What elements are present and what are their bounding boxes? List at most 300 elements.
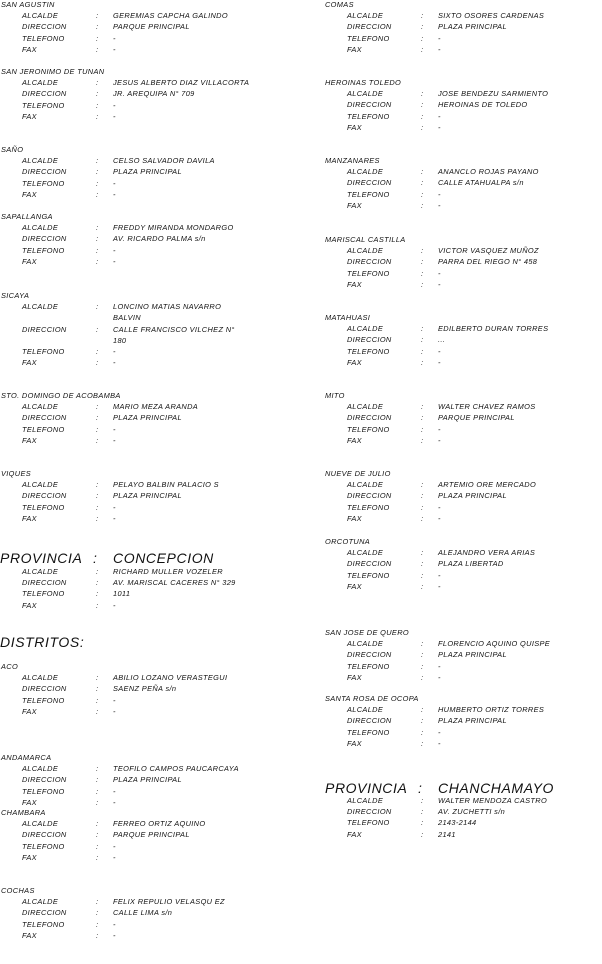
fax-value: - <box>113 435 116 445</box>
fax-label: FAX <box>22 852 37 862</box>
mayor-label: ALCALDE <box>22 480 59 490</box>
separator: : <box>421 502 424 512</box>
address-value-cont: 180 <box>113 335 127 345</box>
separator: : <box>96 78 99 88</box>
separator: : <box>421 335 424 345</box>
separator: : <box>421 279 424 289</box>
address-value: HEROINAS DE TOLEDO <box>438 100 528 110</box>
district-name: SICAYA <box>1 291 30 300</box>
address-label: DIRECCION <box>22 775 67 785</box>
mayor-value: FLORENCIO AQUINO QUISPE <box>438 639 551 649</box>
mayor-value: ANANCLO ROJAS PAYANO <box>438 167 539 177</box>
separator: : <box>96 502 99 512</box>
phone-label: TELEFONO <box>347 33 390 43</box>
district-name: SAN JOSE DE QUERO <box>325 628 409 637</box>
mayor-label: ALCALDE <box>22 819 59 829</box>
separator: : <box>96 89 99 99</box>
phone-label: TELEFONO <box>347 111 390 121</box>
address-label: DIRECCION <box>22 830 67 840</box>
separator: : <box>96 841 99 851</box>
address-value: CALLE LIMA s/n <box>113 908 173 918</box>
fax-value: - <box>113 852 116 862</box>
mayor-value: FREDDY MIRANDA MONDARGO <box>113 223 234 233</box>
mayor-label: ALCALDE <box>347 11 384 21</box>
phone-label: TELEFONO <box>347 268 390 278</box>
separator: : <box>96 480 99 490</box>
fax-value: - <box>438 279 441 289</box>
separator: : <box>96 908 99 918</box>
separator: : <box>96 156 99 166</box>
phone-value: - <box>113 33 116 43</box>
separator: : <box>421 346 424 356</box>
separator: : <box>96 513 99 523</box>
phone-value: - <box>113 841 116 851</box>
separator: : <box>421 807 424 817</box>
separator: : <box>96 256 99 266</box>
separator: : <box>421 44 424 54</box>
phone-value: - <box>113 695 116 705</box>
separator: : <box>421 639 424 649</box>
separator: : <box>96 413 99 423</box>
separator: : <box>421 167 424 177</box>
mayor-value: FELIX REPULIO VELASQU EZ <box>113 897 225 907</box>
separator: : <box>96 706 99 716</box>
fax-value: 2141 <box>438 829 456 839</box>
mayor-label: ALCALDE <box>347 705 384 715</box>
fax-label: FAX <box>22 930 37 940</box>
separator: : <box>421 268 424 278</box>
mayor-value: ABILIO LOZANO VERASTEGUI <box>113 673 228 683</box>
fax-value: - <box>438 44 441 54</box>
fax-label: FAX <box>347 200 362 210</box>
mayor-value: ALEJANDRO VERA ARIAS <box>438 548 536 558</box>
address-label: DIRECCION <box>22 908 67 918</box>
phone-label: TELEFONO <box>347 727 390 737</box>
separator: : <box>421 661 424 671</box>
phone-value: - <box>113 424 116 434</box>
separator: : <box>421 480 424 490</box>
mayor-value: SIXTO OSORES CARDENAS <box>438 11 545 21</box>
separator: : <box>96 852 99 862</box>
phone-value: - <box>113 347 116 356</box>
address-value: CALLE ATAHUALPA s/n <box>438 178 524 188</box>
fax-value: - <box>113 44 116 54</box>
district-name: COMAS <box>325 0 354 9</box>
separator: : <box>96 435 99 445</box>
fax-value: - <box>438 738 441 748</box>
fax-label: FAX <box>22 358 37 368</box>
mayor-value: JOSE BENDEZU SARMIENTO <box>438 89 549 99</box>
phone-label: TELEFONO <box>347 570 390 580</box>
address-label: DIRECCION <box>22 167 67 177</box>
address-label: DIRECCION <box>347 807 392 817</box>
phone-label: TELEFONO <box>22 424 65 434</box>
address-value: JR. AREQUIPA N° 709 <box>113 89 195 99</box>
phone-value: - <box>438 727 441 737</box>
phone-value: - <box>113 919 116 929</box>
fax-label: FAX <box>347 435 362 445</box>
fax-label: FAX <box>22 111 37 121</box>
province-heading-name: CHANCHAMAYO <box>438 780 555 796</box>
phone-value: - <box>438 268 441 278</box>
separator: : <box>96 567 99 576</box>
fax-value: - <box>113 256 116 266</box>
separator: : <box>421 111 424 121</box>
separator: : <box>421 200 424 210</box>
address-label: DIRECCION <box>347 716 392 726</box>
fax-value: - <box>438 672 441 682</box>
separator: : <box>96 234 99 244</box>
mayor-value-cont: BALVIN <box>113 313 141 323</box>
province-heading-word: PROVINCIA <box>325 780 408 796</box>
address-value: PLAZA PRINCIPAL <box>438 650 507 660</box>
district-name: HEROINAS TOLEDO <box>325 78 402 87</box>
district-name: STO. DOMINGO DE ACOBAMBA <box>1 391 121 400</box>
phone-value: - <box>113 786 116 796</box>
separator: : <box>96 684 99 694</box>
province-heading-name: CONCEPCION <box>113 550 214 566</box>
separator: : <box>421 122 424 132</box>
separator: : <box>96 775 99 785</box>
fax-label: FAX <box>22 44 37 54</box>
district-name: MARISCAL CASTILLA <box>325 235 406 244</box>
separator: : <box>421 324 424 334</box>
separator: : <box>421 89 424 99</box>
phone-label: TELEFONO <box>347 661 390 671</box>
mayor-label: ALCALDE <box>22 78 59 88</box>
fax-label: FAX <box>22 256 37 266</box>
address-label: DIRECCION <box>22 22 67 32</box>
address-value: PLAZA PRINCIPAL <box>438 491 507 501</box>
address-label: DIRECCION <box>347 22 392 32</box>
fax-value: - <box>438 581 441 591</box>
separator: : <box>96 897 99 907</box>
fax-label: FAX <box>347 279 362 289</box>
address-label: DIRECCION <box>22 491 67 501</box>
district-name: VIQUES <box>1 469 32 478</box>
separator: : <box>421 11 424 21</box>
district-name: MANZANARES <box>325 156 380 165</box>
mayor-value: ARTEMIO ORE MERCADO <box>438 480 537 490</box>
address-label: DIRECCION <box>22 324 67 334</box>
district-name: ORCOTUNA <box>325 537 371 546</box>
fax-value: - <box>438 513 441 523</box>
mayor-value: GEREMIAS CAPCHA GALINDO <box>113 11 228 21</box>
mayor-label: ALCALDE <box>347 324 384 334</box>
address-label: DIRECCION <box>347 335 392 345</box>
mayor-label: ALCALDE <box>347 167 384 177</box>
district-name: COCHAS <box>1 886 35 895</box>
fax-label: FAX <box>347 44 362 54</box>
address-value: PARQUE PRINCIPAL <box>113 830 190 840</box>
province-heading-word: PROVINCIA <box>0 550 83 566</box>
mayor-value: CELSO SALVADOR DAVILA <box>113 156 215 166</box>
district-name: ANDAMARCA <box>1 753 52 762</box>
mayor-value: EDILBERTO DURAN TORRES <box>438 324 549 334</box>
separator: : <box>96 223 99 233</box>
mayor-value: WALTER CHAVEZ RAMOS <box>438 402 536 412</box>
address-value: AV. ZUCHETTI s/n <box>438 807 506 817</box>
address-label: DIRECCION <box>22 89 67 99</box>
address-value: PLAZA PRINCIPAL <box>438 22 507 32</box>
phone-value: - <box>113 100 116 110</box>
address-label: DIRECCION <box>347 559 392 569</box>
fax-value: - <box>438 200 441 210</box>
separator: : <box>421 818 424 828</box>
fax-label: FAX <box>347 672 362 682</box>
separator: : <box>96 33 99 43</box>
mayor-label: ALCALDE <box>22 302 59 312</box>
separator: : <box>96 11 99 21</box>
fax-value: - <box>113 797 116 807</box>
fax-label: FAX <box>22 189 37 199</box>
fax-value: - <box>113 358 116 368</box>
mayor-label: ALCALDE <box>347 89 384 99</box>
separator: : <box>421 738 424 748</box>
fax-value: - <box>438 357 441 367</box>
phone-value: - <box>438 189 441 199</box>
phone-value: - <box>438 661 441 671</box>
mayor-value: MARIO MEZA ARANDA <box>113 402 199 412</box>
mayor-label: ALCALDE <box>347 639 384 649</box>
phone-value: - <box>438 502 441 512</box>
mayor-value: WALTER MENDOZA CASTRO <box>438 796 548 805</box>
phone-label: TELEFONO <box>22 33 65 43</box>
district-name: MITO <box>325 391 345 400</box>
fax-value: - <box>113 706 116 716</box>
address-label: DIRECCION <box>347 178 392 188</box>
district-name: CHAMBARA <box>1 808 46 817</box>
separator: : <box>421 672 424 682</box>
separator: : <box>421 650 424 660</box>
mayor-value: FERREO ORTIZ AQUINO <box>113 819 206 829</box>
fax-label: FAX <box>22 706 37 716</box>
district-name: SAPALLANGA <box>1 212 53 221</box>
mayor-label: ALCALDE <box>347 796 384 805</box>
phone-label: TELEFONO <box>347 502 390 512</box>
address-label: DIRECCION <box>22 684 67 694</box>
mayor-label: ALCALDE <box>22 156 59 166</box>
separator: : <box>96 245 99 255</box>
fax-label: FAX <box>347 513 362 523</box>
separator: : <box>96 178 99 188</box>
address-value: ... <box>438 335 446 345</box>
fax-label: FAX <box>347 357 362 367</box>
separator: : <box>421 100 424 110</box>
mayor-label: ALCALDE <box>22 673 59 683</box>
phone-label: TELEFONO <box>22 589 65 599</box>
address-value: PLAZA PRINCIPAL <box>438 716 507 726</box>
mayor-value: RICHARD MULLER VOZELER <box>113 567 223 576</box>
mayor-label: ALCALDE <box>22 764 59 774</box>
mayor-label: ALCALDE <box>347 548 384 558</box>
address-label: DIRECCION <box>22 578 67 588</box>
district-name: ACO <box>1 662 19 671</box>
fax-label: FAX <box>22 435 37 445</box>
separator: : <box>96 358 99 368</box>
mayor-value: LONCINO MATIAS NAVARRO <box>113 302 222 312</box>
province-heading-separator: : <box>418 780 423 796</box>
phone-label: TELEFONO <box>22 786 65 796</box>
fax-label: FAX <box>22 797 37 807</box>
separator: : <box>421 189 424 199</box>
mayor-label: ALCALDE <box>22 897 59 907</box>
address-value: CALLE FRANCISCO VILCHEZ N° <box>113 324 235 334</box>
address-label: DIRECCION <box>22 413 67 423</box>
phone-label: TELEFONO <box>22 919 65 929</box>
address-value: PLAZA LIBERTAD <box>438 559 504 569</box>
mayor-value: JESUS ALBERTO DIAZ VILLACORTA <box>113 78 250 88</box>
separator: : <box>96 830 99 840</box>
district-name: SAN JERONIMO DE TUNAN <box>1 67 105 76</box>
separator: : <box>421 435 424 445</box>
phone-label: TELEFONO <box>22 245 65 255</box>
fax-label: FAX <box>347 581 362 591</box>
district-name: SAÑO <box>1 145 24 154</box>
address-value: PARRA DEL RIEGO N° 458 <box>438 257 538 267</box>
fax-label: FAX <box>22 600 37 610</box>
address-value: AV. RICARDO PALMA s/n <box>113 234 206 244</box>
separator: : <box>96 347 99 356</box>
separator: : <box>96 302 99 312</box>
fax-value: - <box>113 600 116 610</box>
phone-label: TELEFONO <box>347 424 390 434</box>
mayor-label: ALCALDE <box>22 11 59 21</box>
separator: : <box>421 22 424 32</box>
address-value: PLAZA PRINCIPAL <box>113 413 182 423</box>
fax-value: - <box>438 122 441 132</box>
address-value: PLAZA PRINCIPAL <box>113 775 182 785</box>
separator: : <box>421 581 424 591</box>
fax-value: - <box>113 930 116 940</box>
separator: : <box>421 402 424 412</box>
fax-value: - <box>113 189 116 199</box>
separator: : <box>421 705 424 715</box>
separator: : <box>421 829 424 839</box>
province-heading-separator: : <box>93 550 98 566</box>
phone-value: - <box>113 245 116 255</box>
separator: : <box>421 246 424 256</box>
separator: : <box>421 491 424 501</box>
separator: : <box>421 257 424 267</box>
separator: : <box>96 797 99 807</box>
separator: : <box>421 570 424 580</box>
fax-value: - <box>438 435 441 445</box>
district-name: SAN AGUSTIN <box>1 0 55 9</box>
fax-label: FAX <box>347 738 362 748</box>
mayor-label: ALCALDE <box>347 480 384 490</box>
address-label: DIRECCION <box>347 413 392 423</box>
phone-label: TELEFONO <box>347 818 390 828</box>
mayor-label: ALCALDE <box>22 567 59 576</box>
address-label: DIRECCION <box>347 257 392 267</box>
separator: : <box>96 22 99 32</box>
mayor-label: ALCALDE <box>347 246 384 256</box>
address-label: DIRECCION <box>347 100 392 110</box>
separator: : <box>96 819 99 829</box>
phone-value: - <box>113 178 116 188</box>
phone-label: TELEFONO <box>22 178 65 188</box>
separator: : <box>421 178 424 188</box>
separator: : <box>96 673 99 683</box>
fax-value: - <box>113 513 116 523</box>
address-value: SAENZ PEÑA s/n <box>113 684 177 694</box>
mayor-label: ALCALDE <box>347 402 384 412</box>
district-name: SANTA ROSA DE OCOPA <box>325 694 419 703</box>
separator: : <box>96 578 99 588</box>
separator: : <box>96 930 99 940</box>
district-name: MATAHUASI <box>325 313 371 322</box>
separator: : <box>96 695 99 705</box>
separator: : <box>96 402 99 412</box>
phone-label: TELEFONO <box>22 100 65 110</box>
separator: : <box>96 786 99 796</box>
separator: : <box>96 600 99 610</box>
separator: : <box>421 513 424 523</box>
mayor-label: ALCALDE <box>22 402 59 412</box>
separator: : <box>421 33 424 43</box>
phone-value: 2143-2144 <box>438 818 477 828</box>
separator: : <box>421 413 424 423</box>
fax-label: FAX <box>22 513 37 523</box>
address-value: PLAZA PRINCIPAL <box>113 167 182 177</box>
mayor-label: ALCALDE <box>22 223 59 233</box>
separator: : <box>96 764 99 774</box>
phone-label: TELEFONO <box>22 347 65 356</box>
separator: : <box>96 189 99 199</box>
address-value: AV. MARISCAL CACERES N° 329 <box>113 578 236 588</box>
mayor-value: TEOFILO CAMPOS PAUCARCAYA <box>113 764 239 774</box>
separator: : <box>96 424 99 434</box>
separator: : <box>421 548 424 558</box>
separator: : <box>96 324 99 334</box>
phone-value: - <box>438 570 441 580</box>
phone-label: TELEFONO <box>347 346 390 356</box>
phone-value: - <box>438 33 441 43</box>
phone-label: TELEFONO <box>22 502 65 512</box>
separator: : <box>421 424 424 434</box>
address-value: PARQUE PRINCIPAL <box>113 22 190 32</box>
fax-label: FAX <box>347 122 362 132</box>
separator: : <box>96 919 99 929</box>
phone-value: - <box>438 346 441 356</box>
separator: : <box>96 100 99 110</box>
phone-value: - <box>438 111 441 121</box>
district-name: NUEVE DE JULIO <box>325 469 391 478</box>
separator: : <box>421 716 424 726</box>
phone-value: - <box>113 502 116 512</box>
fax-label: FAX <box>347 829 362 839</box>
address-value: PARQUE PRINCIPAL <box>438 413 515 423</box>
separator: : <box>421 796 424 805</box>
fax-value: - <box>113 111 116 121</box>
separator: : <box>421 357 424 367</box>
address-label: DIRECCION <box>347 650 392 660</box>
separator: : <box>421 727 424 737</box>
districts-heading: DISTRITOS: <box>0 634 85 650</box>
phone-value: 1011 <box>113 589 131 599</box>
separator: : <box>96 167 99 177</box>
mayor-value: VICTOR VASQUEZ MUÑOZ <box>438 246 539 256</box>
separator: : <box>96 589 99 599</box>
phone-label: TELEFONO <box>22 695 65 705</box>
address-label: DIRECCION <box>347 491 392 501</box>
address-label: DIRECCION <box>22 234 67 244</box>
address-value: PLAZA PRINCIPAL <box>113 491 182 501</box>
phone-label: TELEFONO <box>347 189 390 199</box>
mayor-value: PELAYO BALBIN PALACIO S <box>113 480 219 490</box>
phone-label: TELEFONO <box>22 841 65 851</box>
